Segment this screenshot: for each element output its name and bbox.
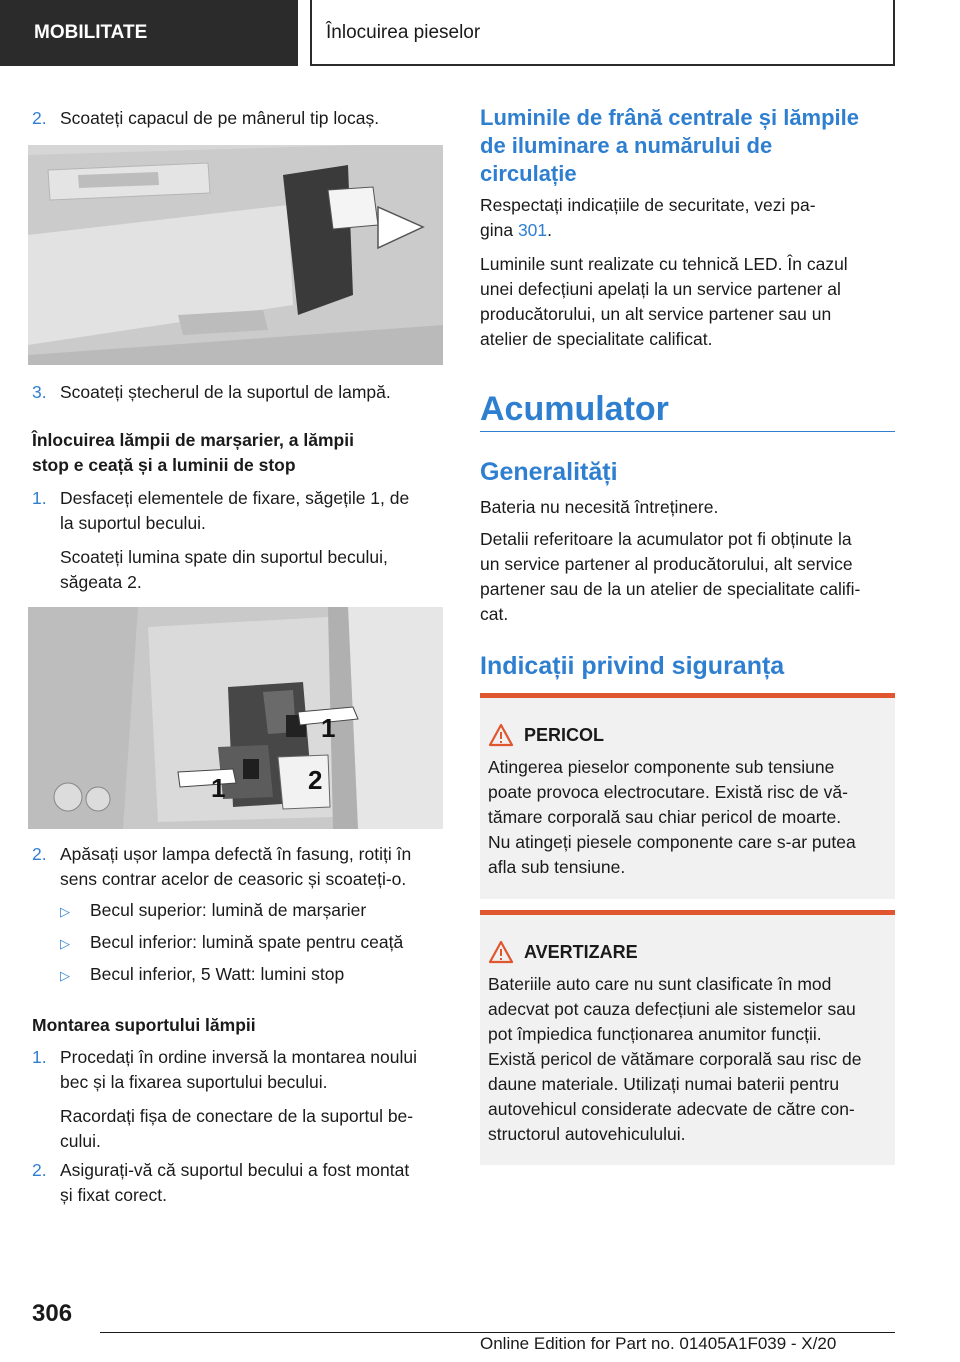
step-number: 1. [32,488,47,508]
heading-line: de iluminare a numărului de [480,133,773,158]
footer-edition: Online Edition for Part no. 01405A1F039 - X/20 [480,1334,837,1353]
step-number: 2. [32,108,47,128]
paragraph-led [480,252,895,352]
warning-triangle-icon [488,940,514,964]
triangle-bullet-icon: ▷ [60,904,70,919]
section-title-battery: Acumulator [480,390,669,428]
header-title: Înlocuirea pieselor [326,22,481,43]
arrow-label: 1 [321,713,336,743]
step-text [60,842,411,892]
step-text: Scoateți ștecherul de la suportul de lampă. [60,382,391,402]
warning-text [488,755,893,880]
heading-brake-lights [480,104,859,188]
subheading-line: stop e ceață și a luminii de stop [32,455,296,475]
text-line: cului. [60,1131,101,1151]
warning-title: PERICOL [524,725,605,745]
text-line: Nu atingeți piesele componente care s-ar putea [488,832,856,852]
text-line: la suportul becului. [60,513,206,533]
text-line: un service partener al producătorului, alt service [480,554,853,574]
text-line: Desfaceți elementele de fixare, săgețile 1, de [60,488,410,508]
text-line: atelier de specialitate calificat. [480,329,713,349]
text-line: Luminile sunt realizate cu tehnică LED. În cazul [480,254,848,274]
text-line: Apăsați ușor lampa defectă în fasung, rotiți în [60,844,412,864]
header-title-box [312,0,895,66]
warning-text [488,972,893,1147]
bulb-holder-illustration [28,607,443,829]
text-line: Detalii referitoare la acumulator pot fi obținute la [480,529,852,549]
step-text: Scoateți capacul de pe mânerul tip locaș. [60,108,380,128]
text-line: pot împiedica funcționarea anumitor funcții. [488,1024,822,1044]
text-line: producătorului, un alt service partener sau un [480,304,832,324]
page-link[interactable]: 301 [517,220,548,240]
step-text [60,1158,409,1208]
handle-cover-illustration [28,145,443,365]
text-line: Asigurați-vă că suportul becului a fost montat [60,1160,410,1180]
subheading-mount-holder: Montarea suportului lămpii [32,1015,256,1035]
text-span: gina [480,220,518,240]
bullet-text: Becul inferior, 5 Watt: lumini stop [90,964,345,984]
warning-box-danger [480,693,895,899]
text-line: afla sub tensiune. [488,857,626,877]
page-header [0,0,960,66]
arrow-label: 2 [308,765,323,795]
text-line: Bateriile auto care nu sunt clasificate în mod [488,974,832,994]
text-line: adecvat pot cauza defecțiuni ale sistemelor sau [488,999,856,1019]
footer-rule [100,1332,895,1333]
page-number: 306 [32,1300,73,1327]
step-number: 2. [32,1160,47,1180]
text-line [480,218,895,243]
warning-triangle-icon [488,723,514,747]
paragraph-safety-ref [480,193,895,243]
subheading-line: Înlocuirea lămpii de marșarier, a lămpii [32,430,354,450]
text-line: Există pericol de vătămare corporală sau risc de [488,1049,862,1069]
text-line: Respectați indicațiile de securitate, vezi pa- [480,195,816,215]
text-line: Racordați fișa de conectare de la suportul be- [60,1106,414,1126]
heading-general: Generalități [480,458,618,486]
figure-handle-cover [28,145,443,365]
warning-title: AVERTIZARE [524,942,638,962]
text-line: Bateria nu necesită întreținere. [480,497,719,517]
section-label: MOBILITATE [0,0,298,66]
text-span: . [547,220,553,240]
text-line: bec și la fixarea suportului becului. [60,1072,328,1092]
step-number: 2. [32,844,47,864]
text-line: săgeata 2. [60,572,142,592]
text-line: autovehicul considerate adecvate de către con- [488,1099,855,1119]
text-line: Procedați în ordine inversă la montarea noului [60,1047,418,1067]
paragraph-maintenance [480,495,895,520]
heading-line: circulație [480,161,577,186]
bullet-text: Becul inferior: lumină spate pentru ceață [90,932,404,952]
bullet-text: Becul superior: lumină de marșarier [90,900,367,920]
subheading-replace-lamps [32,428,354,478]
step-text [60,486,409,595]
section-rule [480,431,895,432]
text-line: structorul autovehiculului. [488,1124,686,1144]
text-line: tămare corporală sau chiar pericol de moarte. [488,807,842,827]
text-line: sens contrar acelor de ceasoric și scoateți-o. [60,869,407,889]
paragraph-battery-details [480,527,895,627]
text-line: poate provoca electrocutare. Există risc de vă- [488,782,848,802]
triangle-bullet-icon: ▷ [60,968,70,983]
heading-safety-notes: Indicații privind siguranța [480,652,785,680]
triangle-bullet-icon: ▷ [60,936,70,951]
figure-bulb-holder [28,607,443,829]
heading-line: Luminile de frână centrale și lămpile [480,105,860,130]
text-line: unei defecțiuni apelați la un service partener al [480,279,841,299]
text-line: cat. [480,604,509,624]
text-line: și fixat corect. [60,1185,167,1205]
warning-box-caution [480,910,895,1165]
text-line: daune materiale. Utilizați numai baterii pentru [488,1074,840,1094]
text-line: partener sau de la un atelier de specialitate califi- [480,579,861,599]
step-text [60,1045,417,1154]
arrow-label: 1 [211,773,226,803]
step-number: 1. [32,1047,47,1067]
text-line: Scoateți lumina spate din suportul becului, [60,547,388,567]
text-line: Atingerea pieselor componente sub tensiune [488,757,835,777]
step-number: 3. [32,382,47,402]
